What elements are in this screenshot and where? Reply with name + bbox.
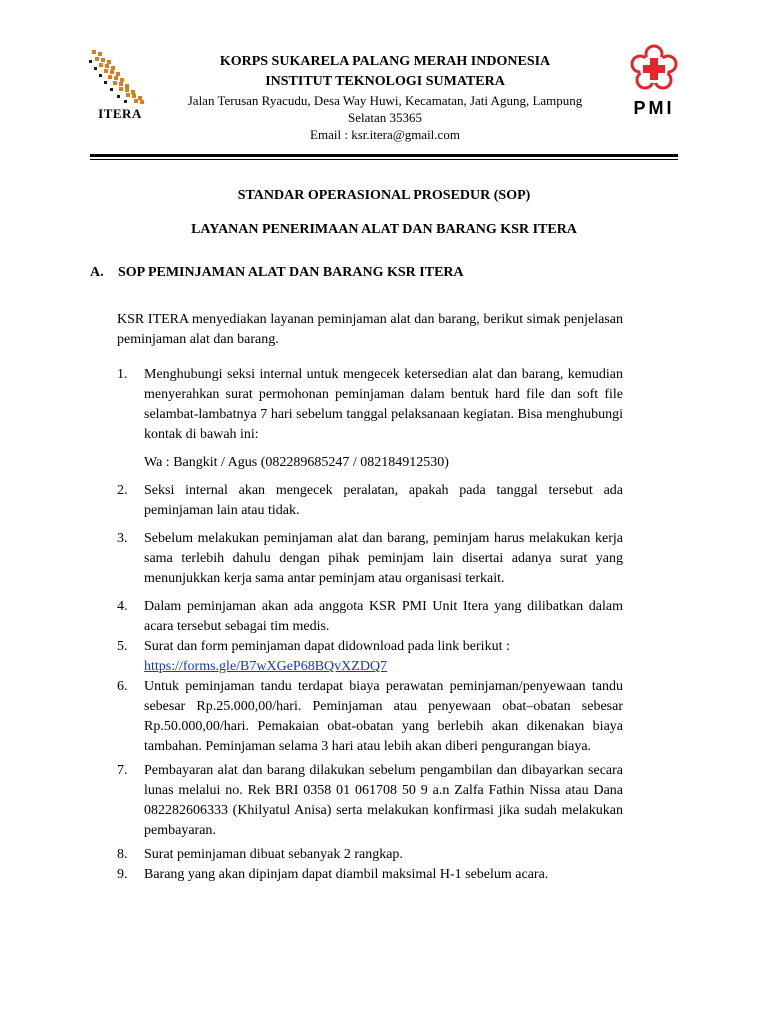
pmi-logo-text: PMI [633, 98, 675, 118]
list-item-number: 1. [117, 367, 128, 382]
list-item [117, 677, 623, 757]
document-subtitle: LAYANAN PENERIMAAN ALAT DAN BARANG KSR ITERA [191, 222, 577, 237]
list-item-number: 8. [117, 847, 128, 862]
section-heading-text: SOP PEMINJAMAN ALAT DAN BARANG KSR ITERA [118, 265, 464, 280]
list-item-number: 6. [117, 679, 128, 694]
address-line-1: Jalan Terusan Ryacudu, Desa Way Huwi, Kecamatan, Jati Agung, Lampung [187, 93, 583, 108]
list-item-text: Pembayaran alat dan barang dilakukan sebelum pengambilan dan dibayarkan secara lunas melalui no. Rek BRI 0358 01 061708 50 9 a.n Zalfa Fathin Nissa atau Dana 082282606333 (Khilyatul Anisa) serta melakukan konfirmasi jika sudah melakukan pembayaran. [144, 763, 623, 838]
contact-line: Wa : Bangkit / Agus (082289685247 / 082184912530) [144, 455, 449, 470]
procedure-list [117, 365, 623, 885]
list-item [117, 865, 623, 885]
org-name: KORPS SUKARELA PALANG MERAH INDONESIA [219, 54, 551, 69]
list-item [117, 481, 623, 521]
section-letter: A. [90, 265, 104, 280]
section-heading [90, 265, 464, 281]
list-item [117, 845, 623, 865]
list-item-number: 7. [117, 763, 128, 778]
itera-logo-text: ITERA [98, 106, 142, 121]
header-divider-thin [90, 159, 678, 160]
list-item-number: 3. [117, 531, 128, 546]
list-item [117, 637, 623, 677]
list-item-number: 2. [117, 483, 128, 498]
pmi-flower-cross-icon [626, 44, 682, 94]
email-line: Email : ksr.itera@gmail.com [310, 127, 460, 142]
form-link[interactable]: https://forms.gle/B7wXGeP68BQvXZDQ7 [144, 659, 388, 674]
letterhead [160, 52, 610, 143]
list-item-text: Barang yang akan dipinjam dapat diambil maksimal H-1 sebelum acara. [144, 867, 549, 882]
sumatra-map-icon [86, 48, 152, 106]
list-item-number: 5. [117, 639, 128, 654]
document-title: STANDAR OPERASIONAL PROSEDUR (SOP) [237, 188, 531, 203]
pmi-logo [626, 44, 682, 124]
list-item-text: Dalam peminjaman akan ada anggota KSR PMI Unit Itera yang dilibatkan dalam acara tersebut sebagai tim medis. [144, 599, 623, 634]
list-item-text: Untuk peminjaman tandu terdapat biaya perawatan peminjaman/penyewaan tandu sebesar Rp.25.000,00/hari. Peminjaman atau penyewaan obat–obatan sebesar Rp.50.000,00/hari. Pemakaian obat-obatan yang berlebih akan dikenakan biaya tambahan. Peminjaman selama 3 hari atau lebih akan diberi pengurangan biaya. [144, 679, 623, 754]
list-item [117, 597, 623, 637]
list-item-number: 9. [117, 867, 128, 882]
list-item [117, 529, 623, 589]
list-item-text: Menghubungi seksi internal untuk mengecek ketersedian alat dan barang, kemudian menyerahkan surat permohonan peminjaman dalam bentuk hard file dan soft file selambat-lambatnya 7 hari sebelum tanggal pelaksanaan kegiatan. Bisa menghubungi kontak di bawah ini: [144, 367, 623, 442]
intro-paragraph: KSR ITERA menyediakan layanan peminjaman alat dan barang, berikut simak penjelasan peminjaman alat dan barang. [117, 312, 623, 347]
list-item-text: Sebelum melakukan peminjaman alat dan barang, peminjam harus melakukan kerja sama terlebih dahulu dengan pihak peminjam lain disertai adanya surat yang menunjukkan kerja sama antar peminjam atau organisasi terkait. [144, 531, 623, 586]
list-item-text: Surat peminjaman dibuat sebanyak 2 rangkap. [144, 847, 403, 862]
list-item-text: Surat dan form peminjaman dapat didownload pada link berikut : [144, 639, 510, 654]
institution-name: INSTITUT TEKNOLOGI SUMATERA [265, 74, 505, 89]
header-divider-thick [90, 154, 678, 157]
list-item [117, 365, 623, 445]
list-item-number: 4. [117, 599, 128, 614]
address-line-2: Selatan 35365 [347, 110, 422, 125]
list-item [117, 761, 623, 841]
itera-logo [86, 48, 152, 126]
list-item-text: Seksi internal akan mengecek peralatan, apakah pada tanggal tersebut ada peminjaman lain atau tidak. [144, 483, 623, 518]
